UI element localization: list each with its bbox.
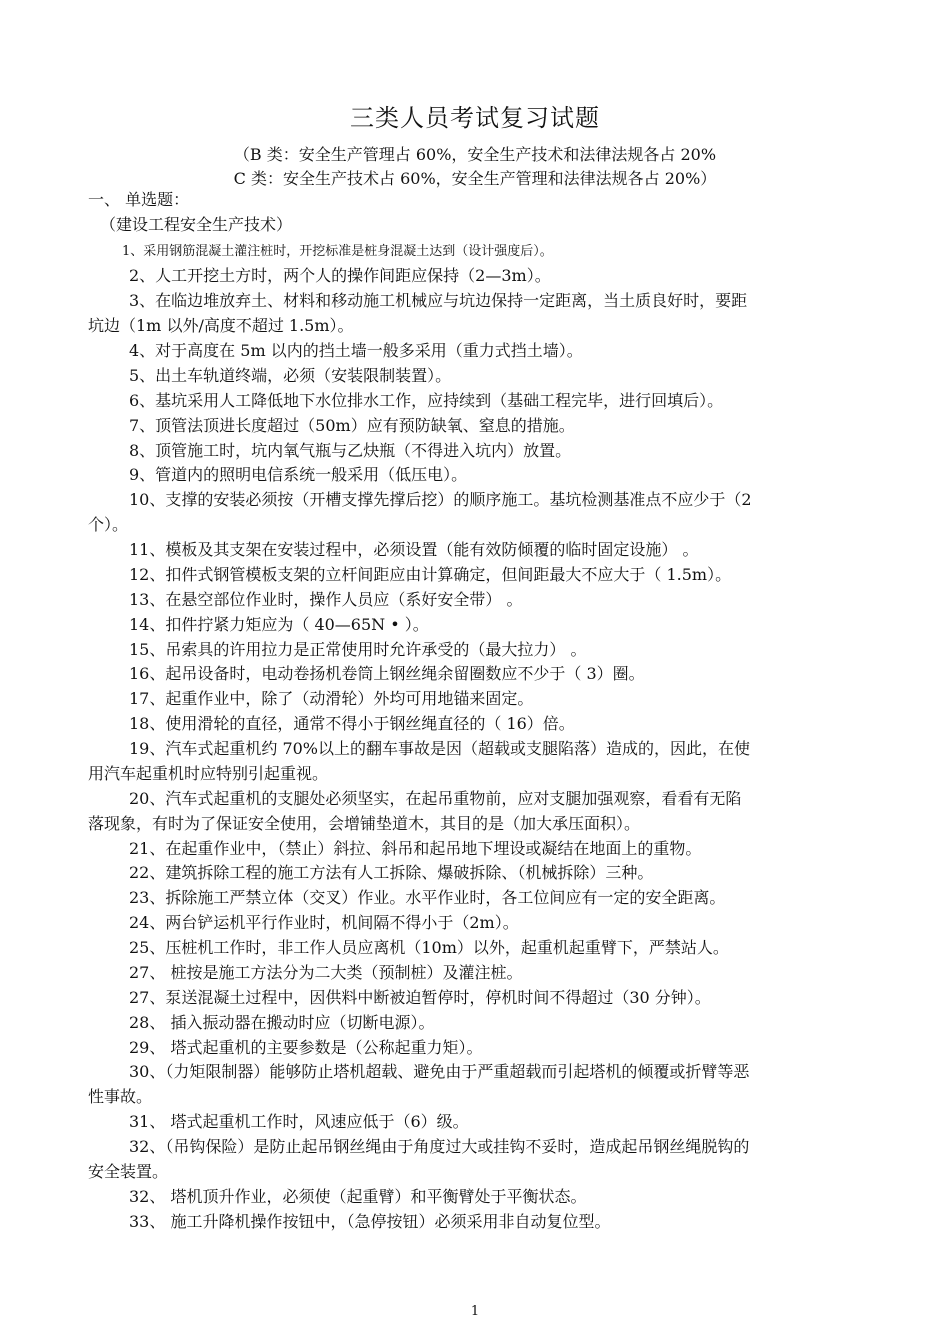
document-title: 三类人员考试复习试题	[350, 104, 600, 132]
question-item: 15、吊索具的许用拉力是正常使用时允许承受的（最大拉力） 。	[129, 640, 587, 659]
question-item: 27、 桩按是施工方法分为二大类（预制桩）及灌注桩。	[129, 963, 523, 982]
question-item: 31、 塔式起重机工作时，风速应低于（6）级。	[129, 1112, 469, 1131]
question-item: 32、 塔机顶升作业，必须使（起重臂）和平衡臂处于平衡状态。	[129, 1187, 587, 1206]
question-item: 19、汽车式起重机约 70%以上的翻车事故是因（超载或支腿陷落）造成的，因此，在使	[129, 739, 751, 758]
question-item-continued: 用汽车起重机时应特别引起重视。	[88, 764, 329, 783]
question-item-continued: 落现象，有时为了保证安全使用，会增铺垫道木，其目的是（加大承压面积）。	[88, 814, 641, 833]
question-item: 23、拆除施工严禁立体（交叉）作业。水平作业时，各工位间应有一定的安全距离。	[129, 888, 726, 907]
question-item: 22、建筑拆除工程的施工方法有人工拆除、爆破拆除、（机械拆除）三种。	[129, 863, 654, 882]
subtitle-b: （B 类：安全生产管理占 60%，安全生产技术和法律法规各占 20%	[233, 145, 717, 164]
question-item: 30、（力矩限制器）能够防止塔机超载、避免由于严重超载而引起塔机的倾覆或折臂等恶	[129, 1062, 750, 1081]
question-item: 33、 施工升降机操作按钮中，（急停按钮）必须采用非自动复位型。	[129, 1212, 611, 1231]
question-item: 32、（吊钩保险）是防止起吊钢丝绳由于角度过大或挂钩不妥时，造成起吊钢丝绳脱钩的	[129, 1137, 750, 1156]
question-item: 7、顶管法顶进长度超过（50m）应有预防缺氧、窒息的措施。	[129, 416, 575, 435]
category-heading: （建设工程安全生产技术）	[100, 215, 293, 234]
question-item-continued: 安全装置。	[88, 1162, 169, 1181]
question-item: 25、压桩机工作时，非工作人员应离机（10m）以外，起重机起重臂下，严禁站人。	[129, 938, 729, 957]
question-item: 4、对于高度在 5m 以内的挡土墙一般多采用（重力式挡土墙）。	[129, 341, 583, 360]
question-item: 28、 插入振动器在搬动时应（切断电源）。	[129, 1013, 435, 1032]
question-item: 16、起吊设备时，电动卷扬机卷筒上钢丝绳余留圈数应不少于（ 3）圈。	[129, 664, 645, 683]
question-item: 21、在起重作业中，（禁止）斜拉、斜吊和起吊地下埋设或凝结在地面上的重物。	[129, 839, 702, 858]
page-number: 1	[470, 1304, 480, 1319]
question-item: 5、出土车轨道终端，必须（安装限制装置）。	[129, 366, 452, 385]
question-item-continued: 个）。	[88, 515, 129, 534]
subtitle-c: C 类：安全生产技术占 60%，安全生产管理和法律法规各占 20%）	[233, 169, 717, 188]
question-item: 11、模板及其支架在安装过程中，必须设置（能有效防倾覆的临时固定设施） 。	[129, 540, 699, 559]
question-item: 27、泵送混凝土过程中，因供料中断被迫暂停时，停机时间不得超过（30 分钟）。	[129, 988, 711, 1007]
question-item: 2、人工开挖土方时，两个人的操作间距应保持（2—3m）。	[129, 266, 551, 285]
question-item: 9、管道内的照明电信系统一般采用（低压电）。	[129, 465, 468, 484]
question-item: 18、使用滑轮的直径，通常不得小于钢丝绳直径的（ 16）倍。	[129, 714, 575, 733]
question-item: 8、顶管施工时，坑内氧气瓶与乙炔瓶（不得进入坑内）放置。	[129, 441, 572, 460]
question-item: 29、 塔式起重机的主要参数是（公称起重力矩）。	[129, 1038, 483, 1057]
question-item-continued: 性事故。	[88, 1087, 153, 1106]
question-item: 3、在临边堆放弃土、材料和移动施工机械应与坑边保持一定距离，当土质良好时，要距	[129, 291, 748, 310]
question-item: 13、在悬空部位作业时，操作人员应（系好安全带） 。	[129, 590, 523, 609]
question-item: 17、起重作业中，除了（动滑轮）外均可用地锚来固定。	[129, 689, 534, 708]
question-item: 10、支撑的安装必须按（开槽支撑先撑后挖）的顺序施工。基坑检测基准点不应少于（2	[129, 490, 752, 509]
question-item-continued: 坑边（1m 以外/高度不超过 1.5m）。	[88, 316, 354, 335]
question-item: 12、扣件式钢管模板支架的立杆间距应由计算确定，但间距最大不应大于（ 1.5m）。	[129, 565, 732, 584]
question-item: 14、扣件拧紧力矩应为（ 40—65N • ）。	[129, 615, 429, 634]
question-item: 6、基坑采用人工降低地下水位排水工作，应持续到（基础工程完毕，进行回填后）。	[129, 391, 724, 410]
question-item: 20、汽车式起重机的支腿处必须坚实，在起吊重物前，应对支腿加强观察，看看有无陷	[129, 789, 742, 808]
question-item: 24、两台铲运机平行作业时，机间隔不得小于（2m）。	[129, 913, 519, 932]
question-item: 1、采用钢筋混凝土灌注桩时，开挖标准是桩身混凝土达到（设计强度后）。	[122, 244, 553, 259]
section-heading: 一、 单选题：	[88, 190, 190, 209]
